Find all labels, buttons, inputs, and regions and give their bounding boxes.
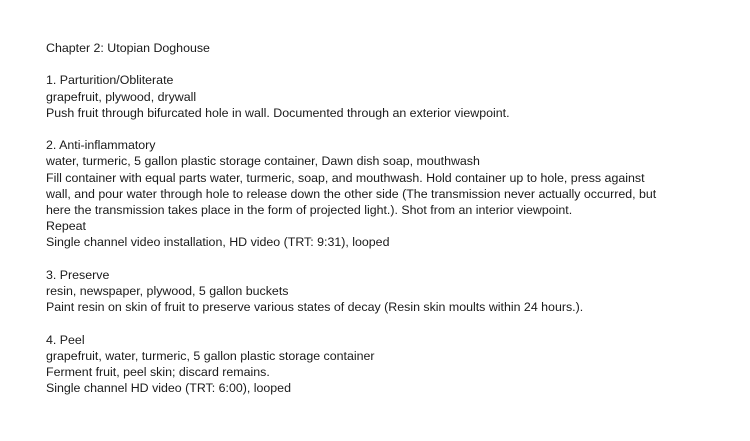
section-text-line: Single channel video installation, HD video (TRT: 9:31), looped bbox=[46, 235, 390, 250]
section-heading: 3. Preserve bbox=[46, 267, 110, 282]
section-text-line: here the transmission takes place in the form of projected light.). Shot from an interior viewpoint. bbox=[46, 203, 573, 217]
section-heading: 1. Parturition/Obliterate bbox=[46, 73, 174, 88]
section-3 bbox=[46, 267, 726, 316]
section-materials: water, turmeric, 5 gallon plastic storage container, Dawn dish soap, mouthwash bbox=[46, 154, 480, 169]
section-materials: grapefruit, water, turmeric, 5 gallon plastic storage container bbox=[46, 348, 375, 363]
spacer bbox=[46, 56, 726, 72]
spacer bbox=[46, 315, 726, 331]
section-materials: grapefruit, plywood, drywall bbox=[46, 89, 197, 104]
section-text-line: Repeat bbox=[46, 219, 86, 234]
spacer bbox=[46, 251, 726, 267]
section-4 bbox=[46, 332, 726, 397]
section-1 bbox=[46, 72, 726, 121]
section-heading: 4. Peel bbox=[46, 332, 85, 347]
spacer bbox=[46, 121, 726, 137]
chapter-title: Chapter 2: Utopian Doghouse bbox=[46, 41, 210, 55]
section-text-line: wall, and pour water through hole to release down the other side (The transmission never actually occurred, but bbox=[46, 186, 657, 201]
section-text-line: Single channel HD video (TRT: 6:00), looped bbox=[46, 381, 291, 396]
section-heading: 2. Anti-inflammatory bbox=[46, 138, 156, 153]
document-body bbox=[46, 40, 726, 396]
section-materials: resin, newspaper, plywood, 5 gallon buckets bbox=[46, 284, 289, 298]
section-text-line: Push fruit through bifurcated hole in wall. Documented through an exterior viewpoint. bbox=[46, 105, 510, 120]
section-text-line: Fill container with equal parts water, turmeric, soap, and mouthwash. Hold container up to hole, press against bbox=[46, 170, 645, 185]
section-text-line: Ferment fruit, peel skin; discard remains. bbox=[46, 365, 270, 379]
section-text-line: Paint resin on skin of fruit to preserve various states of decay (Resin skin moults within 24 hours.). bbox=[46, 300, 584, 315]
section-2 bbox=[46, 137, 726, 250]
